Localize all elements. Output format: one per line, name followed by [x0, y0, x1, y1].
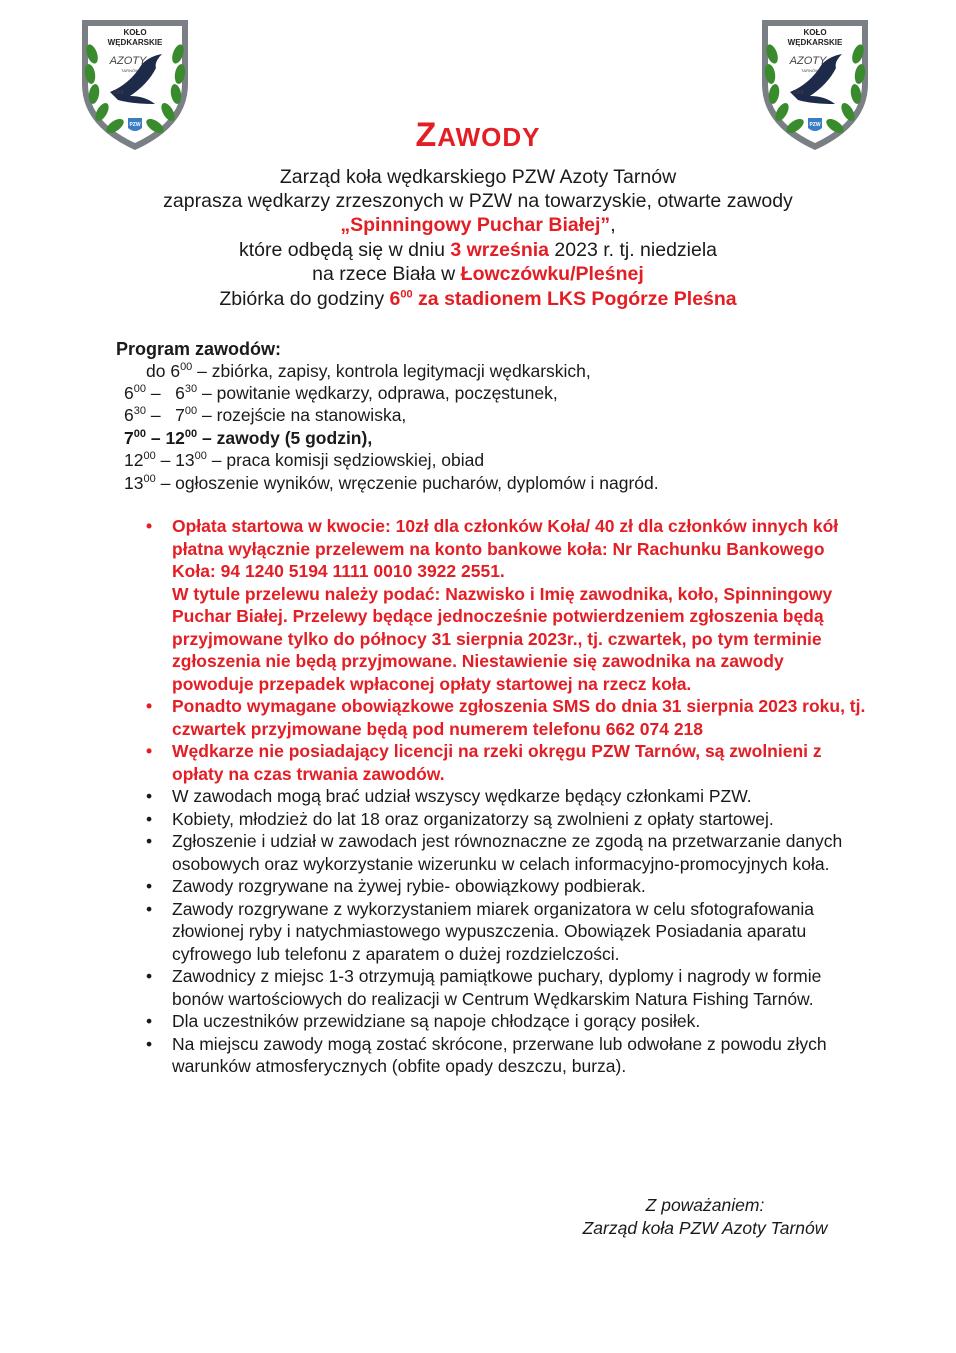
rule-weather-text: Na miejscu zawody mogą zostać skrócone, przerwane lub odwołane z powodu złych warunków atmosferycznych (obfite opady deszczu, burza). — [172, 1033, 827, 1076]
program-row-6-text: – ogłoszenie wyników, wręczenie pucharów, dyplomów i nagród. — [155, 473, 659, 493]
program-row-5-end: – 13 — [155, 450, 195, 470]
rule-measuring-text: Zawody rozgrywane z wykorzystaniem miarek organizatora w celu sfotografowania złowionej ryby i natychmiastowego wypuszczenia. Obowiązek Posiadania aparatu cyfrowego lub telefonu z aparatem o dużej rozdzielczości. — [172, 898, 814, 964]
bullet-icon: • — [146, 516, 153, 536]
header-line-4-pre: które odbędą się w dniu — [238, 239, 451, 261]
program-row-3 — [124, 404, 406, 426]
program-row-4 — [124, 427, 372, 449]
program-row-1-time: do 6 — [146, 361, 181, 381]
event-date: 3 września — [450, 239, 549, 261]
logo-text-azoty: AZOTY — [789, 55, 827, 67]
bullet-icon: • — [146, 831, 153, 851]
bullet-icon: • — [146, 966, 153, 986]
title-rest: AWODY — [437, 122, 541, 152]
bullet-icon: • — [146, 898, 153, 919]
header-line-6-pre: Zbiórka do godziny — [219, 288, 390, 310]
signature-greeting: Z poważaniem: — [645, 1195, 765, 1215]
bullet-icon: • — [146, 696, 153, 716]
program-row-4-text: – zawody (5 godzin), — [197, 428, 373, 448]
header-line-4-post: 2023 r. tj. niedziela — [549, 239, 718, 261]
logo-text-pzw: PZW — [129, 122, 141, 128]
rule-weather — [146, 1033, 866, 1078]
bullet-icon: • — [146, 1011, 153, 1031]
gathering-hour — [390, 288, 737, 310]
signature-organizer: Zarząd koła PZW Azoty Tarnów — [582, 1218, 828, 1238]
program-row-2-start: 6 — [124, 383, 134, 403]
program-row-1-text: – zbiórka, zapisy, kontrola legitymacji wędkarskich, — [192, 361, 591, 381]
logo-text-wedkarskie: WĘDKARSKIE — [107, 38, 163, 47]
program-row-3-text: – rozejście na stanowiska, — [197, 405, 407, 425]
page-title — [0, 116, 956, 155]
logo-text-pzw: PZW — [809, 122, 821, 128]
program-row-6-start: 13 — [124, 473, 144, 493]
program-row-3-end: – 7 — [145, 405, 185, 425]
rule-fee-exemptions — [146, 808, 866, 831]
program-row-2-end: – 6 — [145, 383, 185, 403]
event-place: Łowczówku/Pleśnej — [460, 263, 644, 285]
logo-text-kolo: KOŁO — [803, 28, 827, 37]
program-title: Program zawodów: — [116, 339, 282, 359]
gathering-hour-value: 6 — [389, 288, 401, 310]
program-row-5 — [124, 449, 484, 471]
program-row-2-start-sup: 00 — [133, 383, 146, 396]
program-row-5-text: – praca komisji sędziowskiej, obiad — [206, 450, 485, 470]
rule-measuring — [146, 898, 866, 966]
gathering-hour-sup: 00 — [400, 288, 413, 301]
program-row-5-end-sup: 00 — [194, 450, 207, 463]
rule-sms-registration-text: Ponadto wymagane obowiązkowe zgłoszenia SMS do dnia 31 sierpnia 2023 roku, tj. czwartek przyjmowane będą pod numerem telefonu 662 074 218 — [172, 696, 866, 739]
program-row-4-start: 7 — [124, 428, 134, 448]
rule-data-consent — [146, 830, 866, 875]
program-row-3-start-sup: 30 — [133, 405, 146, 418]
bullet-icon: • — [146, 741, 153, 761]
rule-prizes-text: Zawodnicy z miejsc 1-3 otrzymują pamiątkowe puchary, dyplomy i nagrody w formie bonów wartościowych do realizacji w Centrum Wędkarskim Natura Fishing Tarnów. — [172, 966, 822, 1009]
header-line-5 — [0, 262, 956, 286]
rule-entry-fee-text: Opłata startowa w kwocie: 10zł dla członków Koła/ 40 zł dla członków innych kół płatna wyłącznie przelewem na konto bankowe koła: Nr Rachunku Bankowego Koła: 94 1240 5194 1111 0010 3922 2551. — [172, 516, 839, 581]
rule-live-fish — [146, 875, 866, 898]
program-row-4-start-sup: 00 — [133, 428, 146, 441]
bullet-icon: • — [146, 1033, 153, 1054]
program-row-6 — [124, 472, 659, 494]
rules-list — [146, 515, 866, 1078]
program-row-1 — [146, 360, 591, 382]
logo-text-year: 1964 — [112, 90, 124, 96]
rule-eligibility — [146, 785, 866, 808]
competition-name: „Spinningowy Puchar Białej” — [340, 214, 611, 236]
rule-prizes — [146, 965, 866, 1010]
rule-license-exemption — [146, 740, 866, 785]
rule-refreshments-text: Dla uczestników przewidziane są napoje chłodzące i gorący posiłek. — [172, 1011, 701, 1031]
program-row-6-start-sup: 00 — [143, 473, 156, 486]
program-row-5-start: 12 — [124, 450, 144, 470]
program-row-3-start: 6 — [124, 405, 134, 425]
program-row-5-start-sup: 00 — [143, 450, 156, 463]
title-first-letter: Z — [415, 116, 438, 154]
header-line-2: zaprasza wędkarzy zrzeszonych w PZW na towarzyskie, otwarte zawody — [163, 190, 793, 212]
logo-text-azoty: AZOTY — [109, 55, 147, 67]
rule-license-exemption-text: Wędkarze nie posiadający licencji na rzeki okręgu PZW Tarnów, są zwolnieni z opłaty na czas trwania zawodów. — [172, 741, 822, 784]
program-row-2-end-sup: 30 — [184, 383, 198, 396]
header-line-4 — [0, 238, 956, 262]
program-row-1-sup: 00 — [180, 361, 193, 374]
rule-transfer-title-text: W tytule przelewu należy podać: Nazwisko i Imię zawodnika, koło, Spinningowy Puchar Białej. Przelewy będące jednocześnie potwierdzeniem zgłoszenia będą przyjmowane tylko do północy 31 sierpnia 2023r., tj. czwartek, po tym terminie zgłoszenia nie będą przyjmowane. Niestawienie się zawodnika na zawody powoduje przepadek wpłaconej opłaty startowej na rzecz koła. — [172, 583, 833, 694]
program-row-2-text: – powitanie wędkarzy, odprawa, poczęstunek, — [197, 383, 558, 403]
bullet-icon: • — [146, 786, 153, 806]
program-row-2 — [124, 382, 558, 404]
header-line-6 — [0, 287, 956, 311]
logo-text-wedkarskie: WĘDKARSKIE — [787, 38, 843, 47]
rule-eligibility-text: W zawodach mogą brać udział wszyscy wędkarze będący członkami PZW. — [172, 786, 752, 806]
gathering-location: za stadionem LKS Pogórze Pleśna — [412, 288, 737, 310]
rule-sms-registration — [146, 695, 866, 740]
program-row-4-end: – 12 — [145, 428, 185, 448]
rule-fee-exemptions-text: Kobiety, młodzież do lat 18 oraz organizatorzy są zwolnieni z opłaty startowej. — [172, 808, 774, 829]
logo-text-kolo: KOŁO — [123, 28, 147, 37]
logo-text-tarnow: TARNÓW — [121, 68, 139, 73]
header-line-3 — [0, 213, 956, 237]
bullet-icon: • — [146, 808, 153, 829]
logo-text-year: 1964 — [792, 90, 804, 96]
bullet-icon: • — [146, 876, 153, 896]
program-row-3-end-sup: 00 — [184, 405, 198, 418]
header-line-1: Zarząd koła wędkarskiego PZW Azoty Tarnów — [279, 166, 677, 188]
header-line-3-tail: , — [610, 214, 616, 236]
rule-refreshments — [146, 1010, 866, 1033]
rule-live-fish-text: Zawody rozgrywane na żywej rybie- obowiązkowy podbierak. — [172, 876, 646, 896]
header-line-5-pre: na rzece Biała w — [312, 263, 461, 285]
program-row-4-end-sup: 00 — [184, 428, 198, 441]
rule-data-consent-text: Zgłoszenie i udział w zawodach jest równoznaczne ze zgodą na przetwarzanie danych osobowych oraz wykorzystanie wizerunku w celach informacyjno-promocyjnych koła. — [172, 831, 843, 874]
logo-text-tarnow: TARNÓW — [801, 68, 819, 73]
rule-entry-fee — [146, 515, 866, 695]
